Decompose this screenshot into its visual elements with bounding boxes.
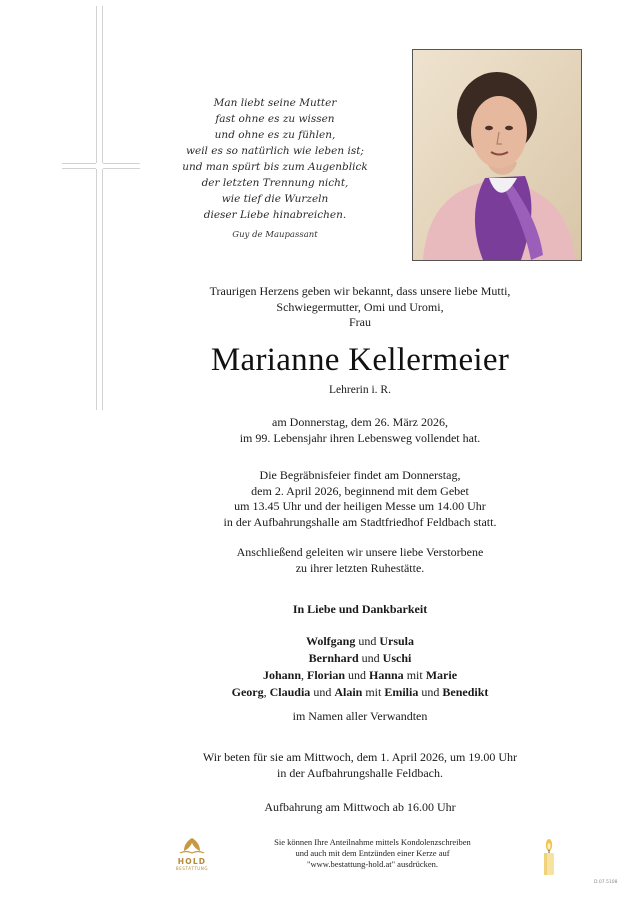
prayer-line: Wir beten für sie am Mittwoch, dem 1. April 2026, um 19.00 Uhr xyxy=(202,750,518,764)
poem-line: weil es so natürlich wie leben ist; xyxy=(186,145,364,157)
family-row: Wolfgang und Ursula xyxy=(305,634,414,648)
poem-line: und ohne es zu fühlen, xyxy=(214,129,336,141)
poem-line: wie tief die Wurzeln xyxy=(221,193,329,205)
leaf-icon xyxy=(166,835,218,857)
poem-line: der letzten Trennung nicht, xyxy=(201,177,349,189)
poem-line: und man spürt bis zum Augenblick xyxy=(182,161,368,173)
death-notice xyxy=(120,415,600,446)
love-heading: In Liebe und Dankbarkeit xyxy=(292,602,428,616)
intro-line: Frau xyxy=(349,315,371,329)
candle-icon xyxy=(540,837,558,877)
escort-line: Anschließend geleiten wir unsere liebe Verstorbene xyxy=(236,545,484,559)
family-row: Johann, Florian und Hanna mit Marie xyxy=(262,668,458,682)
family-row: Georg, Claudia und Alain mit Emilia und Benedikt xyxy=(231,685,489,699)
poem-line: Man liebt seine Mutter xyxy=(213,97,337,109)
bestattung-logo xyxy=(166,835,218,877)
intro-line: Schwiegermutter, Omi und Uromi, xyxy=(276,299,444,314)
intro-line: Traurigen Herzens geben wir bekannt, dass unsere liebe Mutti, xyxy=(209,284,511,298)
viewing-notice: Aufbahrung am Mittwoch ab 16.00 Uhr xyxy=(264,800,456,814)
document-code: D.07.5108 xyxy=(594,880,618,885)
funeral-line: Die Begräbnisfeier findet am Donnerstag, xyxy=(259,468,461,482)
prayer-notice xyxy=(120,750,600,781)
funeral-details xyxy=(120,468,600,530)
portrait-photo xyxy=(412,49,582,261)
poem-line: dieser Liebe hinabreichen. xyxy=(203,209,347,221)
relatives-line: im Namen aller Verwandten xyxy=(292,709,428,723)
funeral-line: dem 2. April 2026, beginnend mit dem Gebet xyxy=(251,483,469,498)
death-line: im 99. Lebensjahr ihren Lebensweg vollendet hat. xyxy=(239,430,481,445)
poem xyxy=(150,95,400,243)
condolence-line: Sie können Ihre Anteilnahme mittels Kondolenzschreiben xyxy=(274,837,471,847)
condolence-info xyxy=(220,837,525,870)
poem-author: Guy de Maupassant xyxy=(232,230,318,240)
escort-line: zu ihrer letzten Ruhestätte. xyxy=(295,560,425,575)
funeral-line: um 13.45 Uhr und der heiligen Messe um 14.00 Uhr xyxy=(234,499,486,513)
family-list xyxy=(120,633,600,701)
death-line: am Donnerstag, dem 26. März 2026, xyxy=(272,415,448,429)
funeral-line: in der Aufbahrungshalle am Stadtfriedhof Feldbach statt. xyxy=(223,514,497,529)
announcement-intro xyxy=(120,284,600,331)
condolence-line: und auch mit dem Entzünden einer Kerze auf xyxy=(295,848,450,858)
cross-icon xyxy=(96,6,103,410)
burial-notice xyxy=(120,545,600,576)
logo-subtitle: BESTATTUNG xyxy=(175,866,209,871)
condolence-line: "www.bestattung-hold.at" ausdrücken. xyxy=(306,859,439,869)
logo-name: HOLD xyxy=(177,857,207,866)
deceased-name: Marianne Kellermeier xyxy=(210,342,510,378)
family-row: Bernhard und Uschi xyxy=(308,651,412,665)
deceased-profession: Lehrerin i. R. xyxy=(329,384,391,396)
portrait-image xyxy=(413,50,581,260)
prayer-line: in der Aufbahrungshalle Feldbach. xyxy=(277,765,443,780)
poem-line: fast ohne es zu wissen xyxy=(215,113,335,125)
